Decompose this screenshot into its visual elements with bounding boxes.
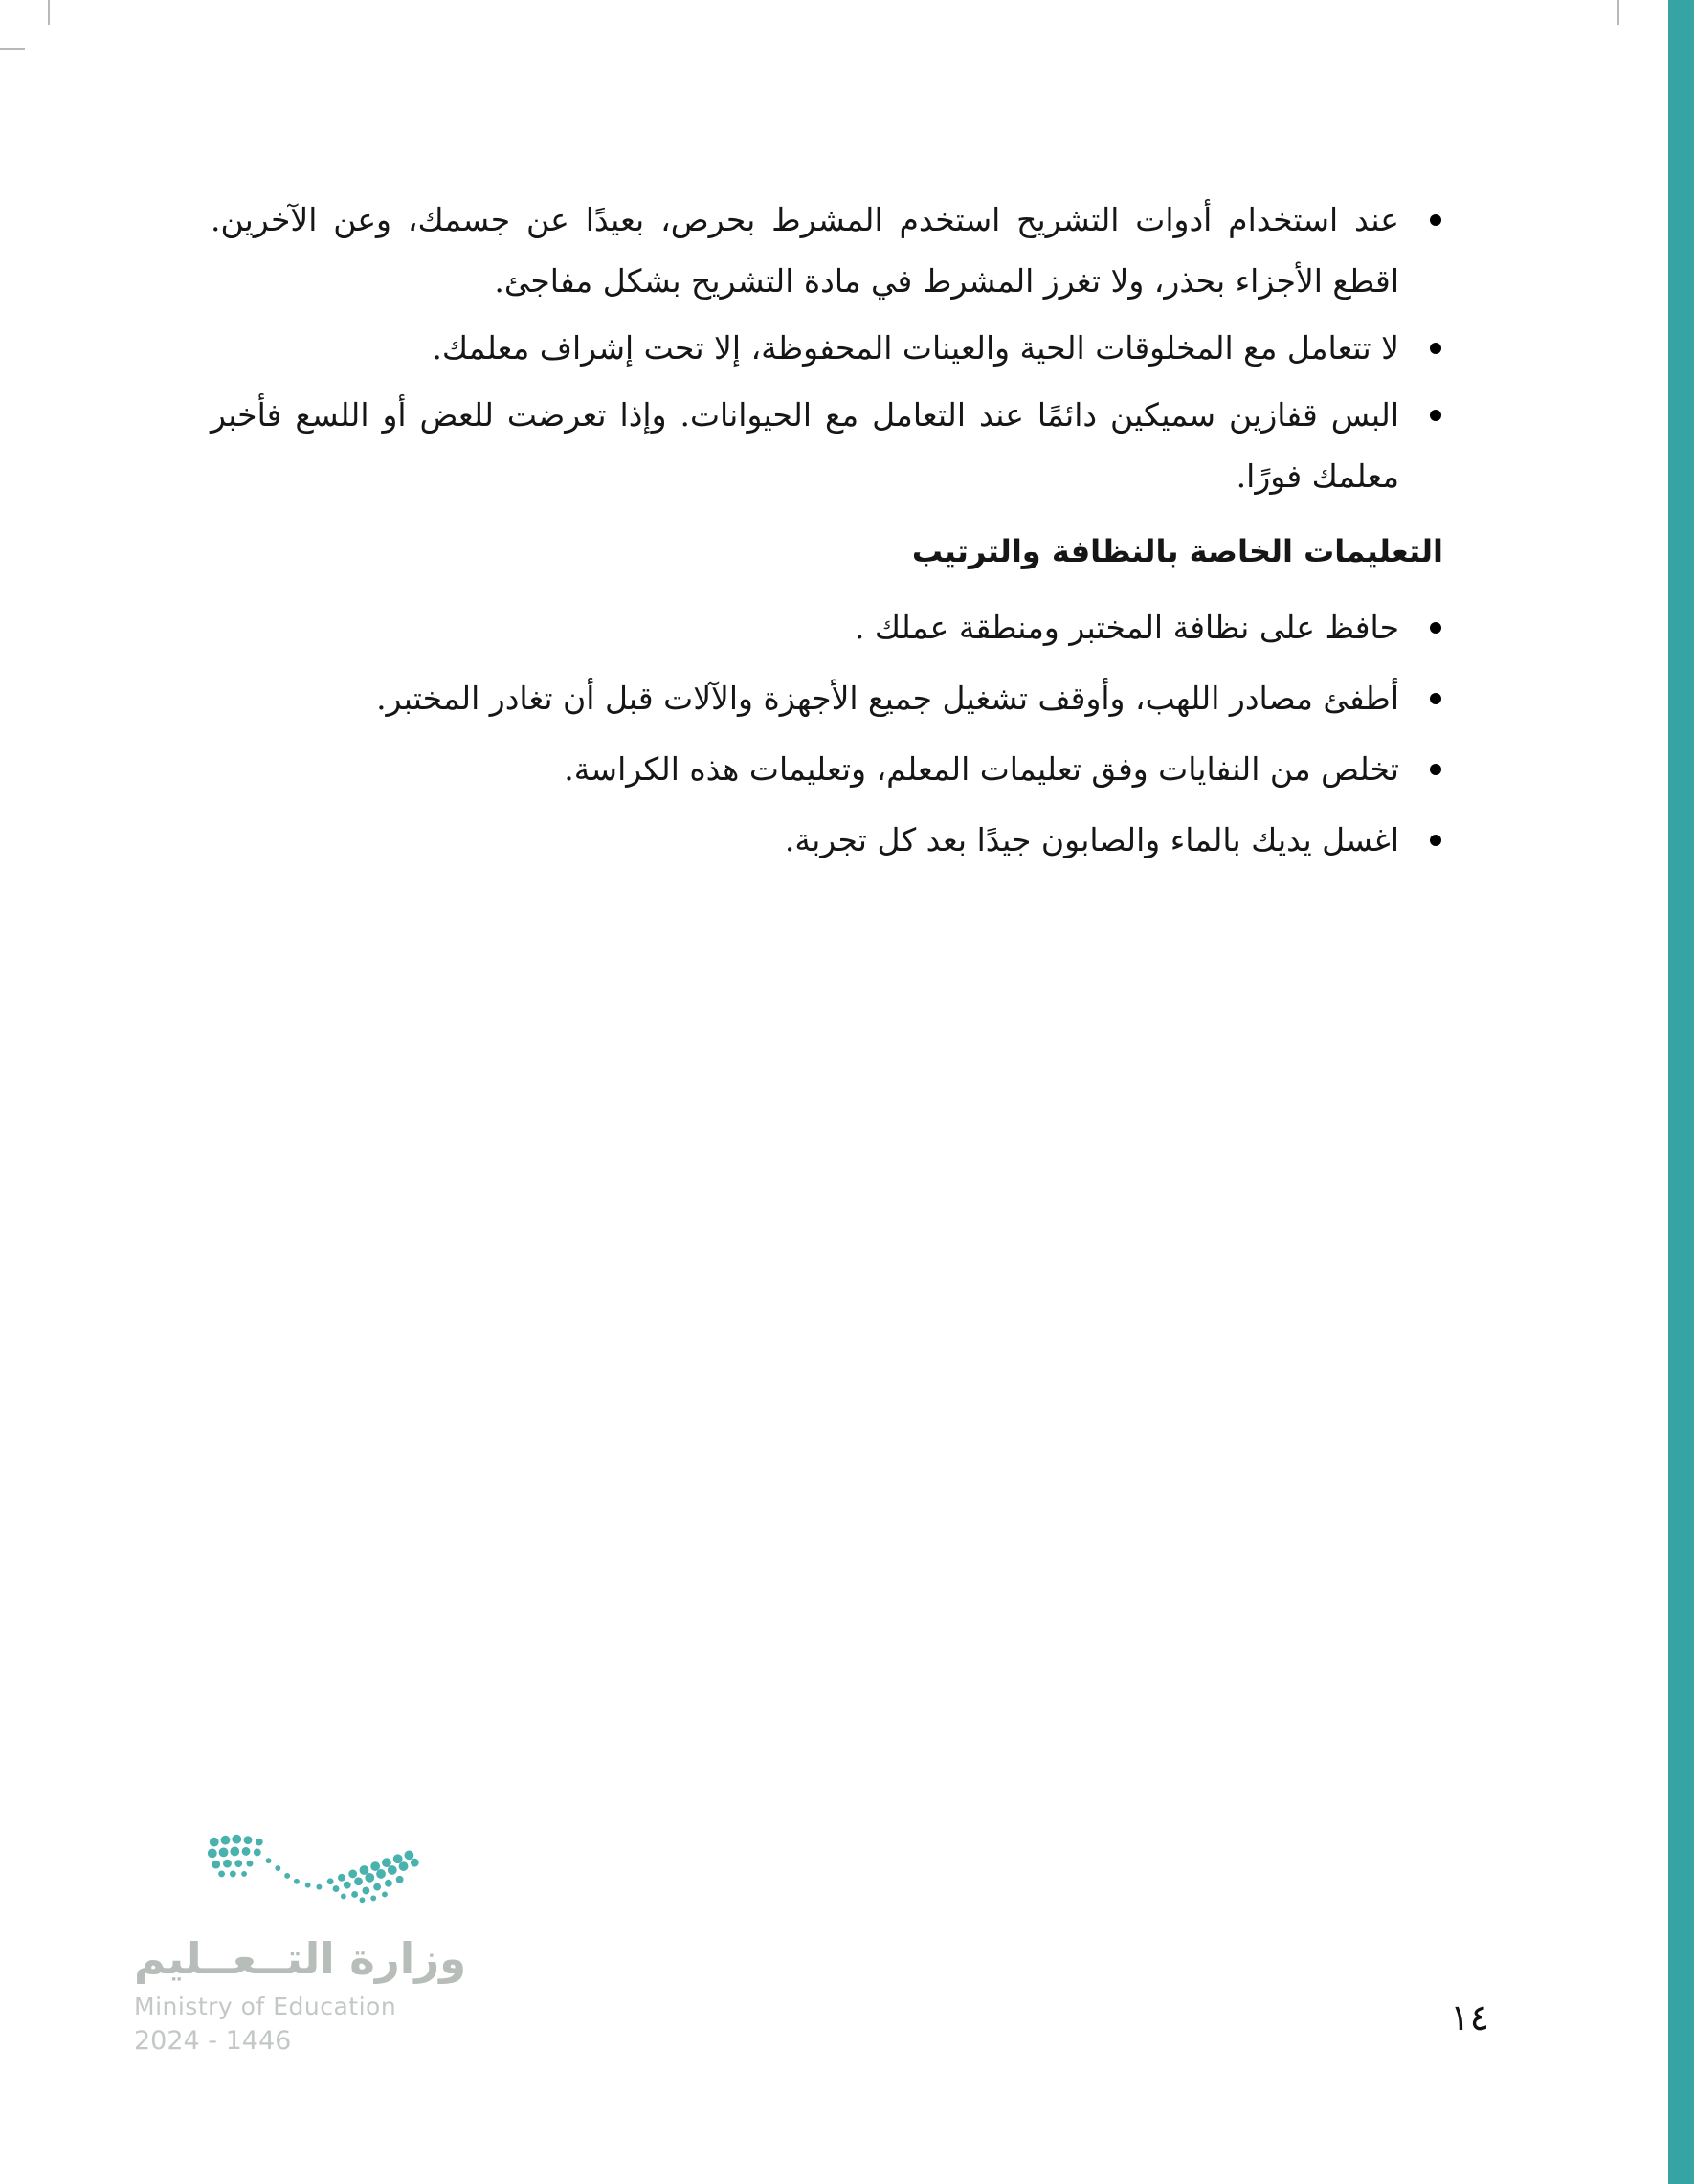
cleanliness-list-item: تخلص من النفايات وفق تعليمات المعلم، وتعليمات هذه الكراسة. bbox=[211, 739, 1443, 800]
cleanliness-instructions-list bbox=[211, 597, 1443, 871]
ministry-logo-dots-icon bbox=[203, 1826, 428, 1914]
edition-year: 2024 - 1446 bbox=[134, 2025, 292, 2056]
content-area bbox=[211, 189, 1443, 880]
cleanliness-list-item: أطفئ مصادر اللهب، وأوقف تشغيل جميع الأجهزة والآلات قبل أن تغادر المختبر. bbox=[211, 668, 1443, 729]
safety-list-item: عند استخدام أدوات التشريح استخدم المشرط بحرص، بعيدًا عن جسمك، وعن الآخرين. اقطع الأجزاء بحذر، ولا تغرز المشرط في مادة التشريح بشكل مفاجئ. bbox=[211, 189, 1443, 312]
ministry-name-english: Ministry of Education bbox=[134, 1992, 397, 2020]
cleanliness-section-heading: التعليمات الخاصة بالنظافة والترتيب bbox=[911, 533, 1443, 569]
page-edge-accent-bar bbox=[1668, 0, 1694, 2184]
crop-mark-top-left-vertical bbox=[48, 0, 50, 25]
crop-mark-top-left-horizontal bbox=[0, 48, 25, 50]
crop-mark-top-right-vertical bbox=[1617, 0, 1619, 25]
page-number: ١٤ bbox=[1450, 1996, 1489, 2039]
safety-list-item: لا تتعامل مع المخلوقات الحية والعينات المحفوظة، إلا تحت إشراف معلمك. bbox=[211, 318, 1443, 379]
cleanliness-list-item: حافظ على نظافة المختبر ومنطقة عملك . bbox=[211, 597, 1443, 658]
cleanliness-list-item: اغسل يديك بالماء والصابون جيدًا بعد كل تجربة. bbox=[211, 810, 1443, 871]
safety-list-item: البس قفازين سميكين دائمًا عند التعامل مع الحيوانات. وإذا تعرضت للعض أو اللسع فأخبر معلمك فورًا. bbox=[211, 385, 1443, 507]
ministry-logo-wordmark: وزارة التــعــليم bbox=[134, 1933, 467, 1984]
ministry-of-education-logo bbox=[134, 1826, 536, 2056]
safety-instructions-list bbox=[211, 189, 1443, 507]
